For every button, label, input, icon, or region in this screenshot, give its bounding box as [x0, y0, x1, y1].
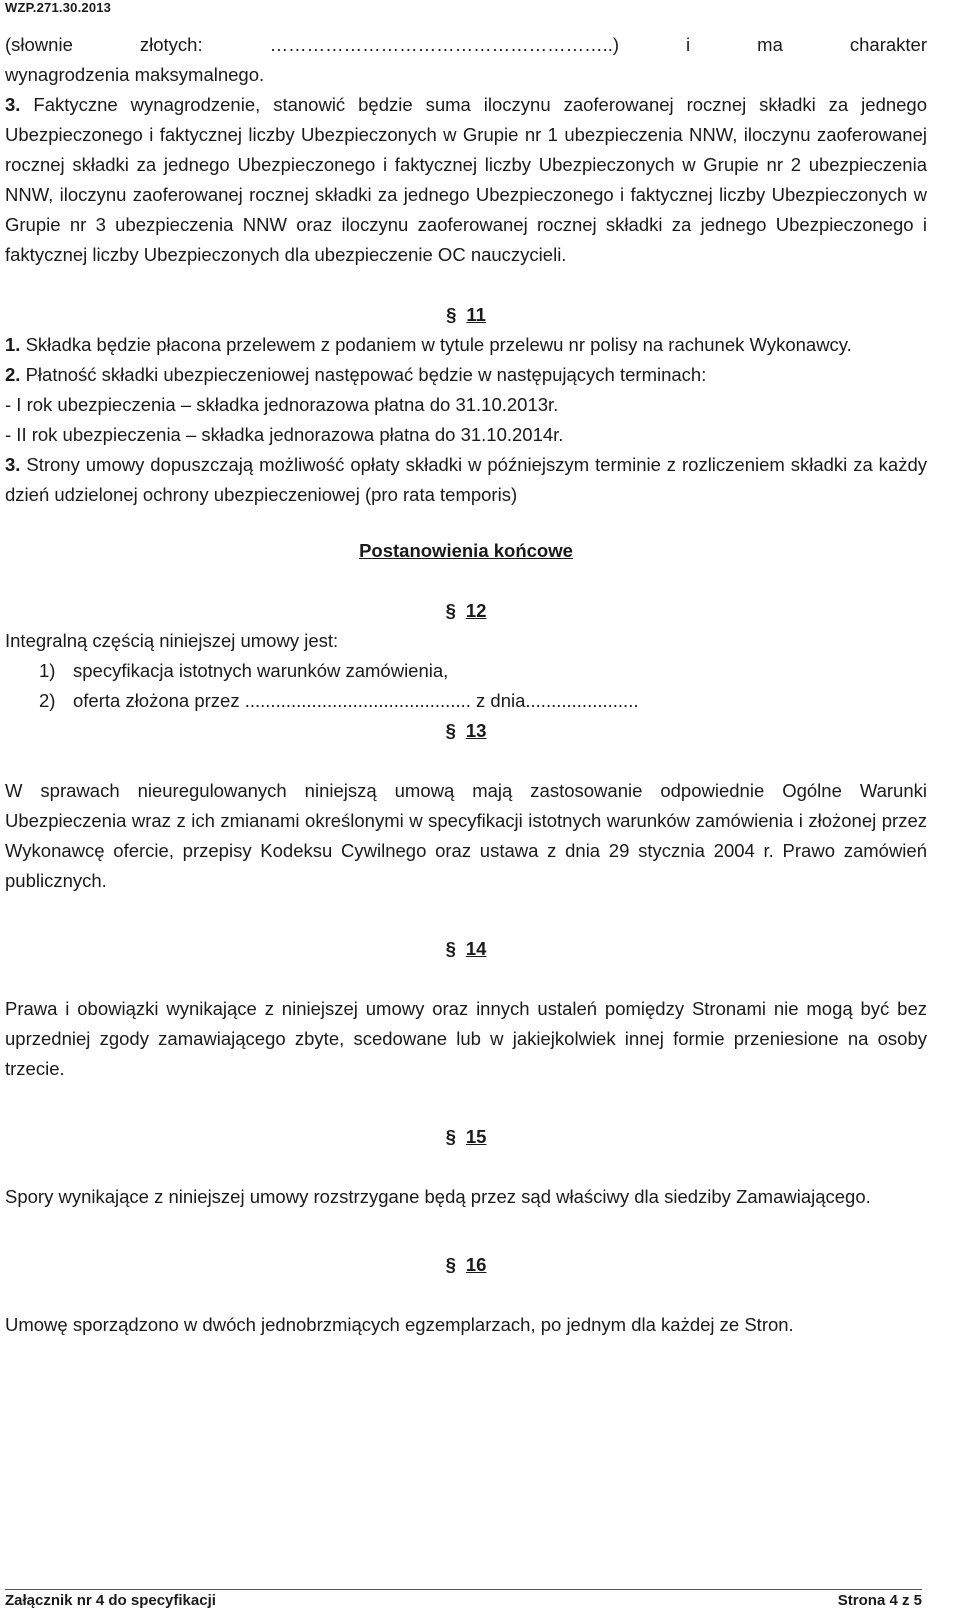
- section-11-heading: [5, 300, 927, 330]
- list-item-text: oferta złożona przez ............................................ z dnia......................: [73, 690, 639, 711]
- section-11-point-3: [5, 450, 927, 510]
- section-13-heading: [5, 716, 927, 746]
- payment-term-year-2: - II rok ubezpieczenia – składka jednorazowa płatna do 31.10.2014r.: [5, 424, 564, 445]
- final-provisions-heading: Postanowienia końcowe: [359, 540, 573, 561]
- section-15-heading: [5, 1122, 927, 1152]
- amount-words-text: (słownie złotych: ………………………………………………..) i ma charakter: [5, 34, 927, 55]
- section-number: 15: [465, 1126, 487, 1147]
- section-number: 13: [465, 720, 487, 741]
- section-14-text: Prawa i obowiązki wynikające z niniejszej umowy oraz innych ustaleń pomiędzy Stronami nie mogą być bez uprzedniej zgody zamawiającego zbyte, scedowane lub w jakiejkolwiek innej formie przeniesione na osoby trzecie.: [5, 998, 927, 1079]
- list-item-text: specyfikacja istotnych warunków zamówienia,: [73, 660, 449, 681]
- amount-words-line-2: [5, 60, 927, 90]
- list-item: [39, 686, 927, 716]
- paragraph-text: Faktyczne wynagrodzenie, stanowić będzie suma iloczynu zaoferowanej rocznej składki za jednego Ubezpieczonego i faktycznej liczby Ubezpieczonych w Grupie nr 1 ubezpieczenia NNW, iloczynu zaoferowanej rocznej składki za jednego Ubezpieczonego i faktycznej liczby Ubezpieczonych w Grupie nr 2 ubezpieczenia NNW, iloczynu zaoferowanej rocznej składki za jednego Ubezpieczonego i faktycznej liczby Ubezpieczonych w Grupie nr 3 ubezpieczenia NNW oraz iloczynu zaoferowanej rocznej składki za jednego Ubezpieczonego i faktycznej liczby Ubezpieczonych dla ubezpieczenie OC nauczycieli.: [5, 94, 928, 265]
- page-footer: [5, 1589, 922, 1609]
- section-16-heading: [5, 1250, 927, 1280]
- section-12-intro: Integralną częścią niniejszej umowy jest:: [5, 630, 339, 651]
- document-body: [5, 30, 927, 1340]
- section-number: 14: [465, 938, 487, 959]
- section-12-heading: [5, 596, 927, 626]
- section-number: 11: [466, 304, 486, 325]
- section-sign: §: [445, 938, 456, 959]
- section-sign: §: [445, 1126, 456, 1147]
- section-13-text: W sprawach nieuregulowanych niniejszą umową mają zastosowanie odpowiednie Ogólne Warunki Ubezpieczenia wraz z ich zmianami określonymi w specyfikacji istotnych warunków zamówienia i złożonej przez Wykonawcę ofercie, przepisy Kodeksu Cywilnego oraz ustawa z dnia 29 stycznia 2004 r. Prawo zamówień publicznych.: [5, 780, 927, 891]
- section-sign: §: [445, 600, 456, 621]
- section-11-point-2: [5, 360, 927, 390]
- section-sign: §: [446, 304, 457, 325]
- attachment-label: Załącznik nr 4 do specyfikacji: [5, 1592, 216, 1609]
- section-16-text: Umowę sporządzono w dwóch jednobrzmiących egzemplarzach, po jednym dla każdej ze Stron.: [5, 1314, 794, 1335]
- section-sign: §: [445, 1254, 456, 1275]
- point-text: Składka będzie płacona przelewem z podaniem w tytule przelewu nr polisy na rachunek Wykonawcy.: [25, 334, 852, 355]
- list-item-number: 1): [39, 660, 56, 681]
- list-item: [39, 656, 927, 686]
- point-number: 2.: [5, 364, 21, 385]
- amount-words-continuation: wynagrodzenia maksymalnego.: [5, 64, 265, 85]
- paragraph-number: 3.: [5, 94, 21, 115]
- point-text: Strony umowy dopuszczają możliwość opłaty składki w późniejszym terminie z rozliczeniem składki za każdy dzień udzielonej ochrony ubezpieczeniowej (pro rata temporis): [5, 454, 927, 505]
- payment-term-year-1: - I rok ubezpieczenia – składka jednorazowa płatna do 31.10.2013r.: [5, 394, 559, 415]
- document-reference-header: WZP.271.30.2013: [5, 0, 112, 15]
- section-number: 16: [465, 1254, 487, 1275]
- point-number: 3.: [5, 454, 21, 475]
- paragraph-10-3: [5, 90, 927, 270]
- section-number: 12: [465, 600, 487, 621]
- list-item-number: 2): [39, 690, 56, 711]
- page-number: Strona 4 z 5: [837, 1592, 922, 1609]
- point-text: Płatność składki ubezpieczeniowej następować będzie w następujących terminach:: [25, 364, 707, 385]
- section-15-text: Spory wynikające z niniejszej umowy rozstrzygane będą przez sąd właściwy dla siedziby Zamawiającego.: [5, 1186, 871, 1207]
- section-sign: §: [445, 720, 456, 741]
- point-number: 1.: [5, 334, 21, 355]
- amount-words-line: [5, 30, 927, 60]
- section-11-point-1: [5, 330, 927, 360]
- section-14-heading: [5, 934, 927, 964]
